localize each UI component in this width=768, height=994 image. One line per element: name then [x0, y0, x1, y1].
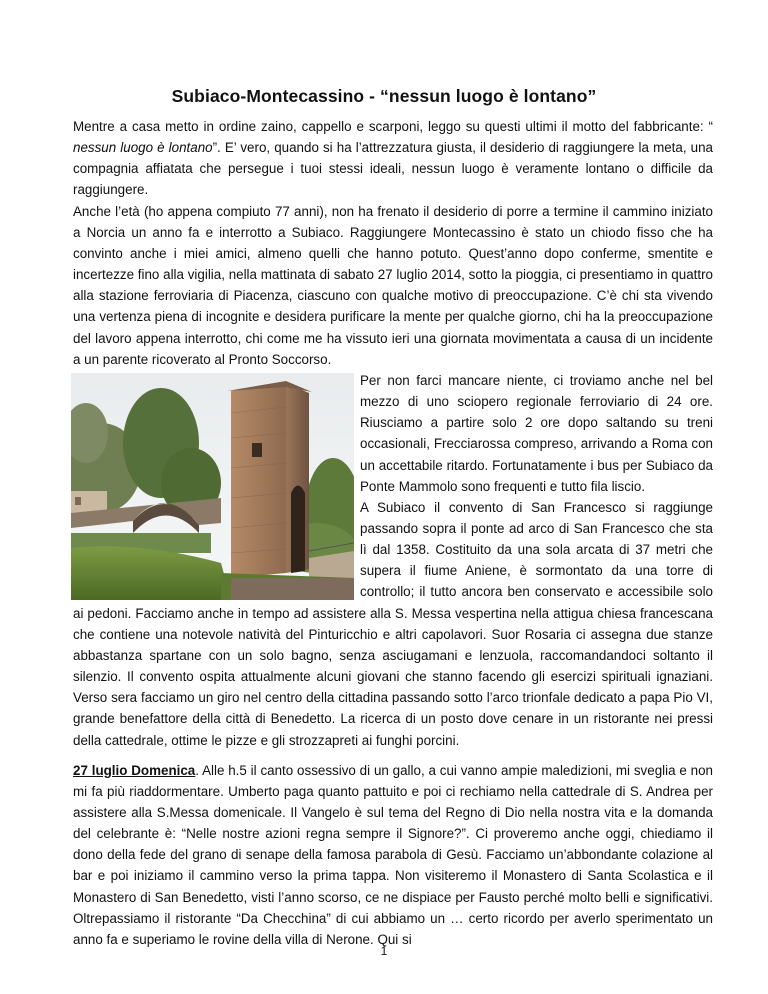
paragraph-intro-text: Mentre a casa metto in ordine zaino, cappello e scarponi, leggo su questi ultimi il motto del fabbricante: “	[73, 119, 713, 134]
paragraph-strike	[73, 370, 713, 497]
page-number: 1	[380, 944, 388, 958]
paragraph-sunday	[73, 760, 713, 950]
motto-italic: nessun luogo è lontano	[73, 140, 213, 156]
paragraph-age: Anche l’età (ho appena compiuto 77 anni), non ha frenato il desiderio di porre a termine il cammino iniziato a Norcia un anno fa e interrotto a Subiaco. Raggiungere Montecassino è stato un chiodo fisso che ha convinto anche i miei amici, almeno quelli che hanno potuto. Quest’anno dopo conferme, smentite e incertezze fino alla vigilia, nella mattinata di sabato 27 luglio 2014, sotto la pioggia, ci presentiamo in quattro alla stazione ferroviaria di Piacenza, ciascuno con qualche motivo di preoccupazione. C’è chi sta vivendo una vertenza piena di incognite e desidera purificare la mente per qualche giorno, chi ha la preoccupazione del lavoro appena interrotto, chi come me ha vissuto ieri una giornata movimentata a causa di un incidente a un parente ricoverato al Pronto Soccorso.	[73, 203, 713, 367]
document-body	[73, 116, 713, 950]
bridge-tower-photo	[71, 373, 354, 600]
date-heading: 27 luglio Domenica	[73, 762, 196, 778]
paragraph-sunday-text: . Alle h.5 il canto ossessivo di un gallo, a cui vanno ampie maledizioni, mi sveglia e non mi fa più riaddormentare. Umberto paga quanto pattuito e poi ci rechiamo nella cattedrale di S. Andrea per assistere alla S.Messa domenicale. Il Vangelo è sul tema del Regno di Dio nella nostra vita e la domanda del celebrante è: “Nelle nostre azioni regna sempre il Signore?”. Ci proveremo anche oggi, chiediamo il dono della fede del grano di senape della famosa parabola di Gesù. Facciamo un’abbondante colazione al bar e poi iniziamo il cammino verso la prima tappa. Non visiteremo il Monastero di Santa Scolastica e il Monastero di San Benedetto, visti l’anno scorso, ce ne dispiace per Fausto perché molto belli e significativi. Oltrepassiamo il ristorante “Da Checchina” di cui abbiamo un … certo ricordo per averlo sperimentato un anno fa e superiamo le rovine della villa di Nerone. Qui si	[73, 762, 713, 947]
paragraph-intro-text-end: ”. E’ vero, quando si ha l’attrezzatura giusta, il desiderio di raggiungere la meta, una compagnia affiatata che persegue i tuoi stessi ideali, nessun luogo è veramente lontano o difficile da raggiungere.	[73, 140, 713, 198]
paragraph-subiaco: A Subiaco il convento di San Francesco si raggiunge passando sopra il ponte ad arco di San Francesco che sta lì dal 1358. Costituito da una sola arcata di 37 metri che supera il fiume Aniene, è sormontato da una torre di controllo; il tutto ancora ben conservato e accessibile solo ai pedoni. Facciamo anche in tempo ad assistere alla S. Messa vespertina nella attigua chiesa francescana che contiene una notevole natività del Pinturicchio e altri capolavori. Suor Rosaria ci assegna due stanze abbastanza spartane con un solo bagno, senza asciugamani e lenzuola, raccomandandoci soltanto il silenzio. Il convento ospita attualmente alcuni giovani che stanno facendo gli esercizi spirituali ignaziani. Verso sera facciamo un giro nel centro della cittadina passando sotto l’arco trionfale dedicato a papa Pio VI, grande benefattore della città di Benedetto. La ricerca di un posto dove cenare in un ristorante nei pressi della cattedrale, ottime le pizze e gli strozzapreti ai funghi porcini.	[73, 499, 713, 748]
paragraph-intro	[73, 116, 713, 201]
page-title: Subiaco-Montecassino - “nessun luogo è lontano”	[171, 86, 597, 106]
paragraph-strike-text: Per non farci mancare niente, ci troviamo anche nel bel mezzo di uno sciopero regionale ferroviario di 24 ore. Riusciamo a partire solo 2 ore dopo saltando su treni occasionali, Frecciarossa compreso, arrivando a Roma con un accettabile ritardo. Fortunatamente i bus per Subiaco da Ponte Mammolo sono frequenti e tutto fila liscio.	[360, 372, 713, 494]
